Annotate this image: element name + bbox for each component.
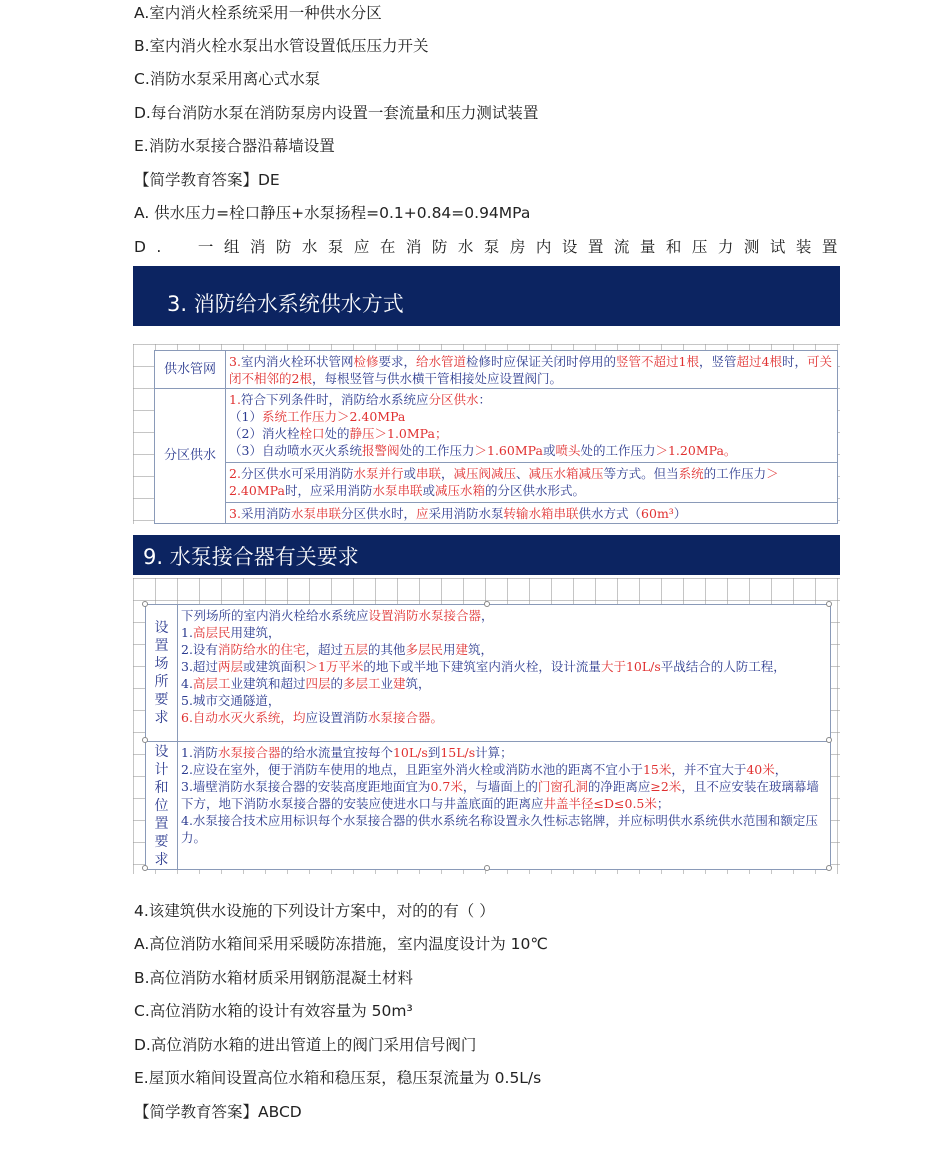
body-text: 1. <box>181 625 193 640</box>
body-text: 的工作压力 <box>703 466 767 481</box>
table-line <box>181 744 826 761</box>
highlight-text: 10L/s <box>625 659 661 674</box>
body-text: 5.城市交通隧道， <box>181 693 281 708</box>
body-text: 或建筑面积 <box>242 659 306 674</box>
body-text: ，并不宜大于 <box>671 762 747 777</box>
highlight-text: 减压水箱减压 <box>528 466 604 481</box>
highlight-text: 减压水箱 <box>434 483 485 498</box>
row-header-zoned-supply: 分区供水 <box>163 448 216 463</box>
highlight-text: 2. <box>229 466 241 481</box>
answer-text: 【简学教育答案】DE <box>134 171 280 189</box>
body-text: 到 <box>427 745 441 760</box>
body-text: ； <box>656 796 670 811</box>
pump-connector-table <box>145 604 831 870</box>
highlight-text: 水泵串联 <box>372 483 423 498</box>
body-text: 或 <box>403 466 416 481</box>
resize-handle[interactable] <box>484 865 490 871</box>
body-text: 的 <box>330 676 343 691</box>
body-text: 采用消防 <box>240 506 291 521</box>
highlight-text: 大于 <box>600 659 626 674</box>
body-text: 平战结合的人防工程， <box>660 659 786 674</box>
highlight-text: 建 <box>455 642 469 657</box>
highlight-text: 10L/s <box>392 745 428 760</box>
body-text: 2.设有 <box>181 642 218 657</box>
table-line <box>181 658 826 675</box>
highlight-text: 分区供水 <box>428 392 479 407</box>
zoned-supply-conditions <box>225 389 837 462</box>
highlight-text: ≥2米 <box>650 779 682 794</box>
body-text: 要求， <box>378 354 416 369</box>
highlight-text: 40米 <box>746 762 775 777</box>
highlight-text: 检修 <box>353 354 379 369</box>
section-banner-water-supply <box>133 266 840 326</box>
banner-title: 3. 消防给水系统供水方式 <box>167 292 404 316</box>
highlight-text: 栓口 <box>299 426 325 441</box>
highlight-text: 应 <box>415 506 429 521</box>
body-text: 时，应采用消防 <box>284 483 373 498</box>
highlight-text: ＞2.40MPa <box>229 466 779 498</box>
option-e-text: E.消防水泵接合器沿幕墙设置 <box>134 137 335 155</box>
highlight-text: 3. <box>229 354 241 369</box>
body-text: 用 <box>443 642 456 657</box>
highlight-text: 超过4根 <box>736 354 782 369</box>
highlight-text: 1. <box>229 392 241 407</box>
body-text: 或 <box>422 483 435 498</box>
highlight-text: 给水管道 <box>415 354 466 369</box>
body-text: 的地下或半地下建筑室内消火栓，设计流量 <box>363 659 601 674</box>
body-text: 4.水泵接合技术应用标识每个水泵接合器的供水系统名称设置永久性标志铭牌，并应标明供水系统供水范围和额定压力。 <box>181 813 818 845</box>
highlight-text: 报警阀 <box>361 443 400 458</box>
highlight-text: 转输水箱串联 <box>503 506 579 521</box>
table-line <box>181 641 826 658</box>
body-text: （3）自动喷水灭火系统 <box>229 443 362 458</box>
table-line <box>181 692 826 709</box>
highlight-text: 多层工 <box>343 676 381 691</box>
explanation-d-text: D. 一组消防水泵应在消防水泵房内设置流量和压力测试装置 <box>134 238 848 256</box>
resize-handle[interactable] <box>826 601 832 607</box>
highlight-text: 可关闭不相邻的2根 <box>229 354 832 386</box>
highlight-text: 系统 <box>678 466 704 481</box>
section-banner-pump-connector <box>133 535 840 575</box>
zoned-supply-methods <box>225 463 837 502</box>
body-text: 1.消防 <box>181 745 218 760</box>
body-text: （2）消火栓 <box>229 426 300 441</box>
body-text: 符合下列条件时，消防给水系统应 <box>240 392 429 407</box>
body-text: 应设置消防 <box>305 710 368 725</box>
banner-title: 9. 水泵接合器有关要求 <box>143 545 359 569</box>
body-text: 处的 <box>324 426 350 441</box>
highlight-text: 水泵串联 <box>290 506 341 521</box>
table-line <box>181 709 826 726</box>
body-text: 采用消防水泵 <box>428 506 504 521</box>
highlight-text: 喷头 <box>555 443 581 458</box>
option-b-text: B.室内消火栓水泵出水管设置低压压力开关 <box>134 37 429 55</box>
body-text: 、 <box>516 466 529 481</box>
option-a-text: A.室内消火栓系统采用一种供水分区 <box>134 4 382 22</box>
highlight-text: ＞1.60MPa <box>474 443 543 458</box>
body-text: 等方式。但当 <box>603 466 679 481</box>
highlight-text: 建 <box>393 676 406 691</box>
highlight-text: 均 <box>292 710 306 725</box>
table-line <box>181 812 826 846</box>
body-text: 处的工作压力 <box>399 443 475 458</box>
q4-option-a-text: A.高位消防水箱间采用采暖防冻措施，室内温度设计为 10℃ <box>134 935 548 953</box>
table-line <box>181 675 826 692</box>
body-text: ， <box>774 762 788 777</box>
highlight-text: 水泵并行 <box>353 466 404 481</box>
highlight-text: 0.7米 <box>430 779 463 794</box>
highlight-text: 6.自动水灭火系统， <box>181 710 293 725</box>
highlight-text: 多层民 <box>405 642 444 657</box>
body-text: ，超过 <box>305 642 343 657</box>
body-text: 时， <box>781 354 807 369</box>
body-text: ） <box>673 506 687 521</box>
body-text: 的其他 <box>367 642 406 657</box>
highlight-text: 3. <box>229 506 241 521</box>
body-text: 的净距离应 <box>587 779 651 794</box>
row-header-design: 设计和位置要求 <box>154 743 169 868</box>
highlight-text: 五层 <box>342 642 368 657</box>
q4-option-e-text: E.屋顶水箱间设置高位水箱和稳压泵，稳压泵流量为 0.5L/s <box>134 1069 542 1087</box>
table-line <box>229 425 833 442</box>
table-line <box>181 761 826 778</box>
table-line <box>181 607 826 624</box>
body-text: 分区供水可采用消防 <box>240 466 354 481</box>
design-text <box>177 742 830 869</box>
highlight-text: ＞1.0MPa； <box>374 426 448 441</box>
body-text: 的分区供水形式。 <box>485 483 586 498</box>
body-text: 用建筑， <box>230 625 281 640</box>
body-text: ，与墙面上的 <box>462 779 538 794</box>
body-text: ， <box>481 608 494 623</box>
q4-option-d-text: D.高位消防水箱的进出管道上的阀门采用信号阀门 <box>134 1036 477 1054</box>
highlight-text: 高层工 <box>192 676 231 691</box>
table-line <box>229 442 833 459</box>
row-header-pipe-network: 供水管网 <box>163 362 216 377</box>
body-text: ，每根竖管与供水横干管相接处应设置阀门。 <box>311 371 562 386</box>
highlight-text: 静压 <box>349 426 375 441</box>
highlight-text: 设置消防水泵接合器 <box>368 608 482 623</box>
highlight-text: 竖管不超过1根 <box>616 354 699 369</box>
grid-background <box>133 578 840 874</box>
option-c-text: C.消防水泵采用离心式水泵 <box>134 70 321 88</box>
table-line <box>181 624 826 641</box>
body-text: 计算； <box>475 745 513 760</box>
resize-handle[interactable] <box>826 865 832 871</box>
resize-handle[interactable] <box>484 601 490 607</box>
table-line <box>181 778 826 812</box>
grid-background <box>133 344 840 524</box>
body-text: 或 <box>542 443 556 458</box>
table-line <box>229 408 833 425</box>
highlight-text: 水泵接合器。 <box>367 710 443 725</box>
body-text: 室内消火栓环状管网 <box>240 354 354 369</box>
highlight-text: ＞1万平米 <box>305 659 364 674</box>
highlight-text: 两层 <box>217 659 243 674</box>
highlight-text: 15L/s <box>440 745 476 760</box>
locations-text <box>177 605 830 741</box>
body-text: ，且不应安装在玻璃幕墙下方，地下消防水泵接合器的安装应使进水口与井盖底面的距离应 <box>181 779 819 811</box>
highlight-text: 水泵接合器 <box>217 745 281 760</box>
highlight-text: 系统工作压力＞2.40MPa <box>261 409 406 424</box>
highlight-text: 门窗孔洞 <box>537 779 588 794</box>
table-line <box>229 391 833 408</box>
body-text: 的给水流量宜按每个 <box>280 745 393 760</box>
option-d-text: D.每台消防水泵在消防泵房内设置一套流量和压力测试装置 <box>134 104 539 122</box>
body-text: 检修时应保证关闭时停用的 <box>466 354 617 369</box>
highlight-text: ＞1.20MPa。 <box>655 443 737 458</box>
question-4-text: 4.该建筑供水设施的下列设计方案中，对的的有（ ） <box>134 902 495 920</box>
highlight-text: 高层民 <box>192 625 231 640</box>
highlight-text: 四层 <box>305 676 331 691</box>
body-text: 业建筑和超过 <box>230 676 306 691</box>
body-text: 业 <box>380 676 394 691</box>
body-text: ： <box>478 392 491 407</box>
q4-answer-text: 【简学教育答案】ABCD <box>134 1103 302 1121</box>
pipe-network-text <box>225 351 837 388</box>
body-text: ， <box>441 466 454 481</box>
resize-handle[interactable] <box>142 601 148 607</box>
resize-handle[interactable] <box>142 865 148 871</box>
body-text: （1） <box>229 409 262 424</box>
q4-option-b-text: B.高位消防水箱材质采用钢筋混凝土材料 <box>134 969 414 987</box>
body-text: 筑， <box>405 676 431 691</box>
body-text: ，竖管 <box>698 354 737 369</box>
explanation-a-text: A. 供水压力=栓口静压+水泵扬程=0.1+0.84=0.94MPa <box>134 204 531 222</box>
q4-option-c-text: C.高位消防水箱的设计有效容量为 50m³ <box>134 1002 413 1020</box>
highlight-text: 井盖半径≤D≤0.5米 <box>543 796 657 811</box>
body-text: 3.超过 <box>181 659 218 674</box>
highlight-text: 60m³ <box>641 506 674 521</box>
resize-handle[interactable] <box>142 737 148 743</box>
body-text: 下列场所的室内消火栓给水系统应 <box>181 608 369 623</box>
body-text: 筑， <box>468 642 494 657</box>
row-header-locations: 设置场所要求 <box>154 620 169 726</box>
body-text: 供水方式（ <box>578 506 642 521</box>
body-text: 4. <box>181 676 193 691</box>
body-text: 处的工作压力 <box>580 443 656 458</box>
highlight-text: 减压阀减压 <box>453 466 517 481</box>
highlight-text: 消防给水的住宅 <box>217 642 306 657</box>
body-text: 分区供水时， <box>340 506 416 521</box>
zoned-supply-series <box>225 503 837 523</box>
body-text: 3.墙壁消防水泵接合器的安装高度距地面宜为 <box>181 779 431 794</box>
resize-handle[interactable] <box>826 737 832 743</box>
highlight-text: 串联 <box>415 466 441 481</box>
water-supply-table <box>154 350 838 524</box>
body-text: 2.应设在室外，便于消防车使用的地点，且距室外消火栓或消防水池的距离不宜小于 <box>181 762 643 777</box>
highlight-text: 15米 <box>642 762 672 777</box>
